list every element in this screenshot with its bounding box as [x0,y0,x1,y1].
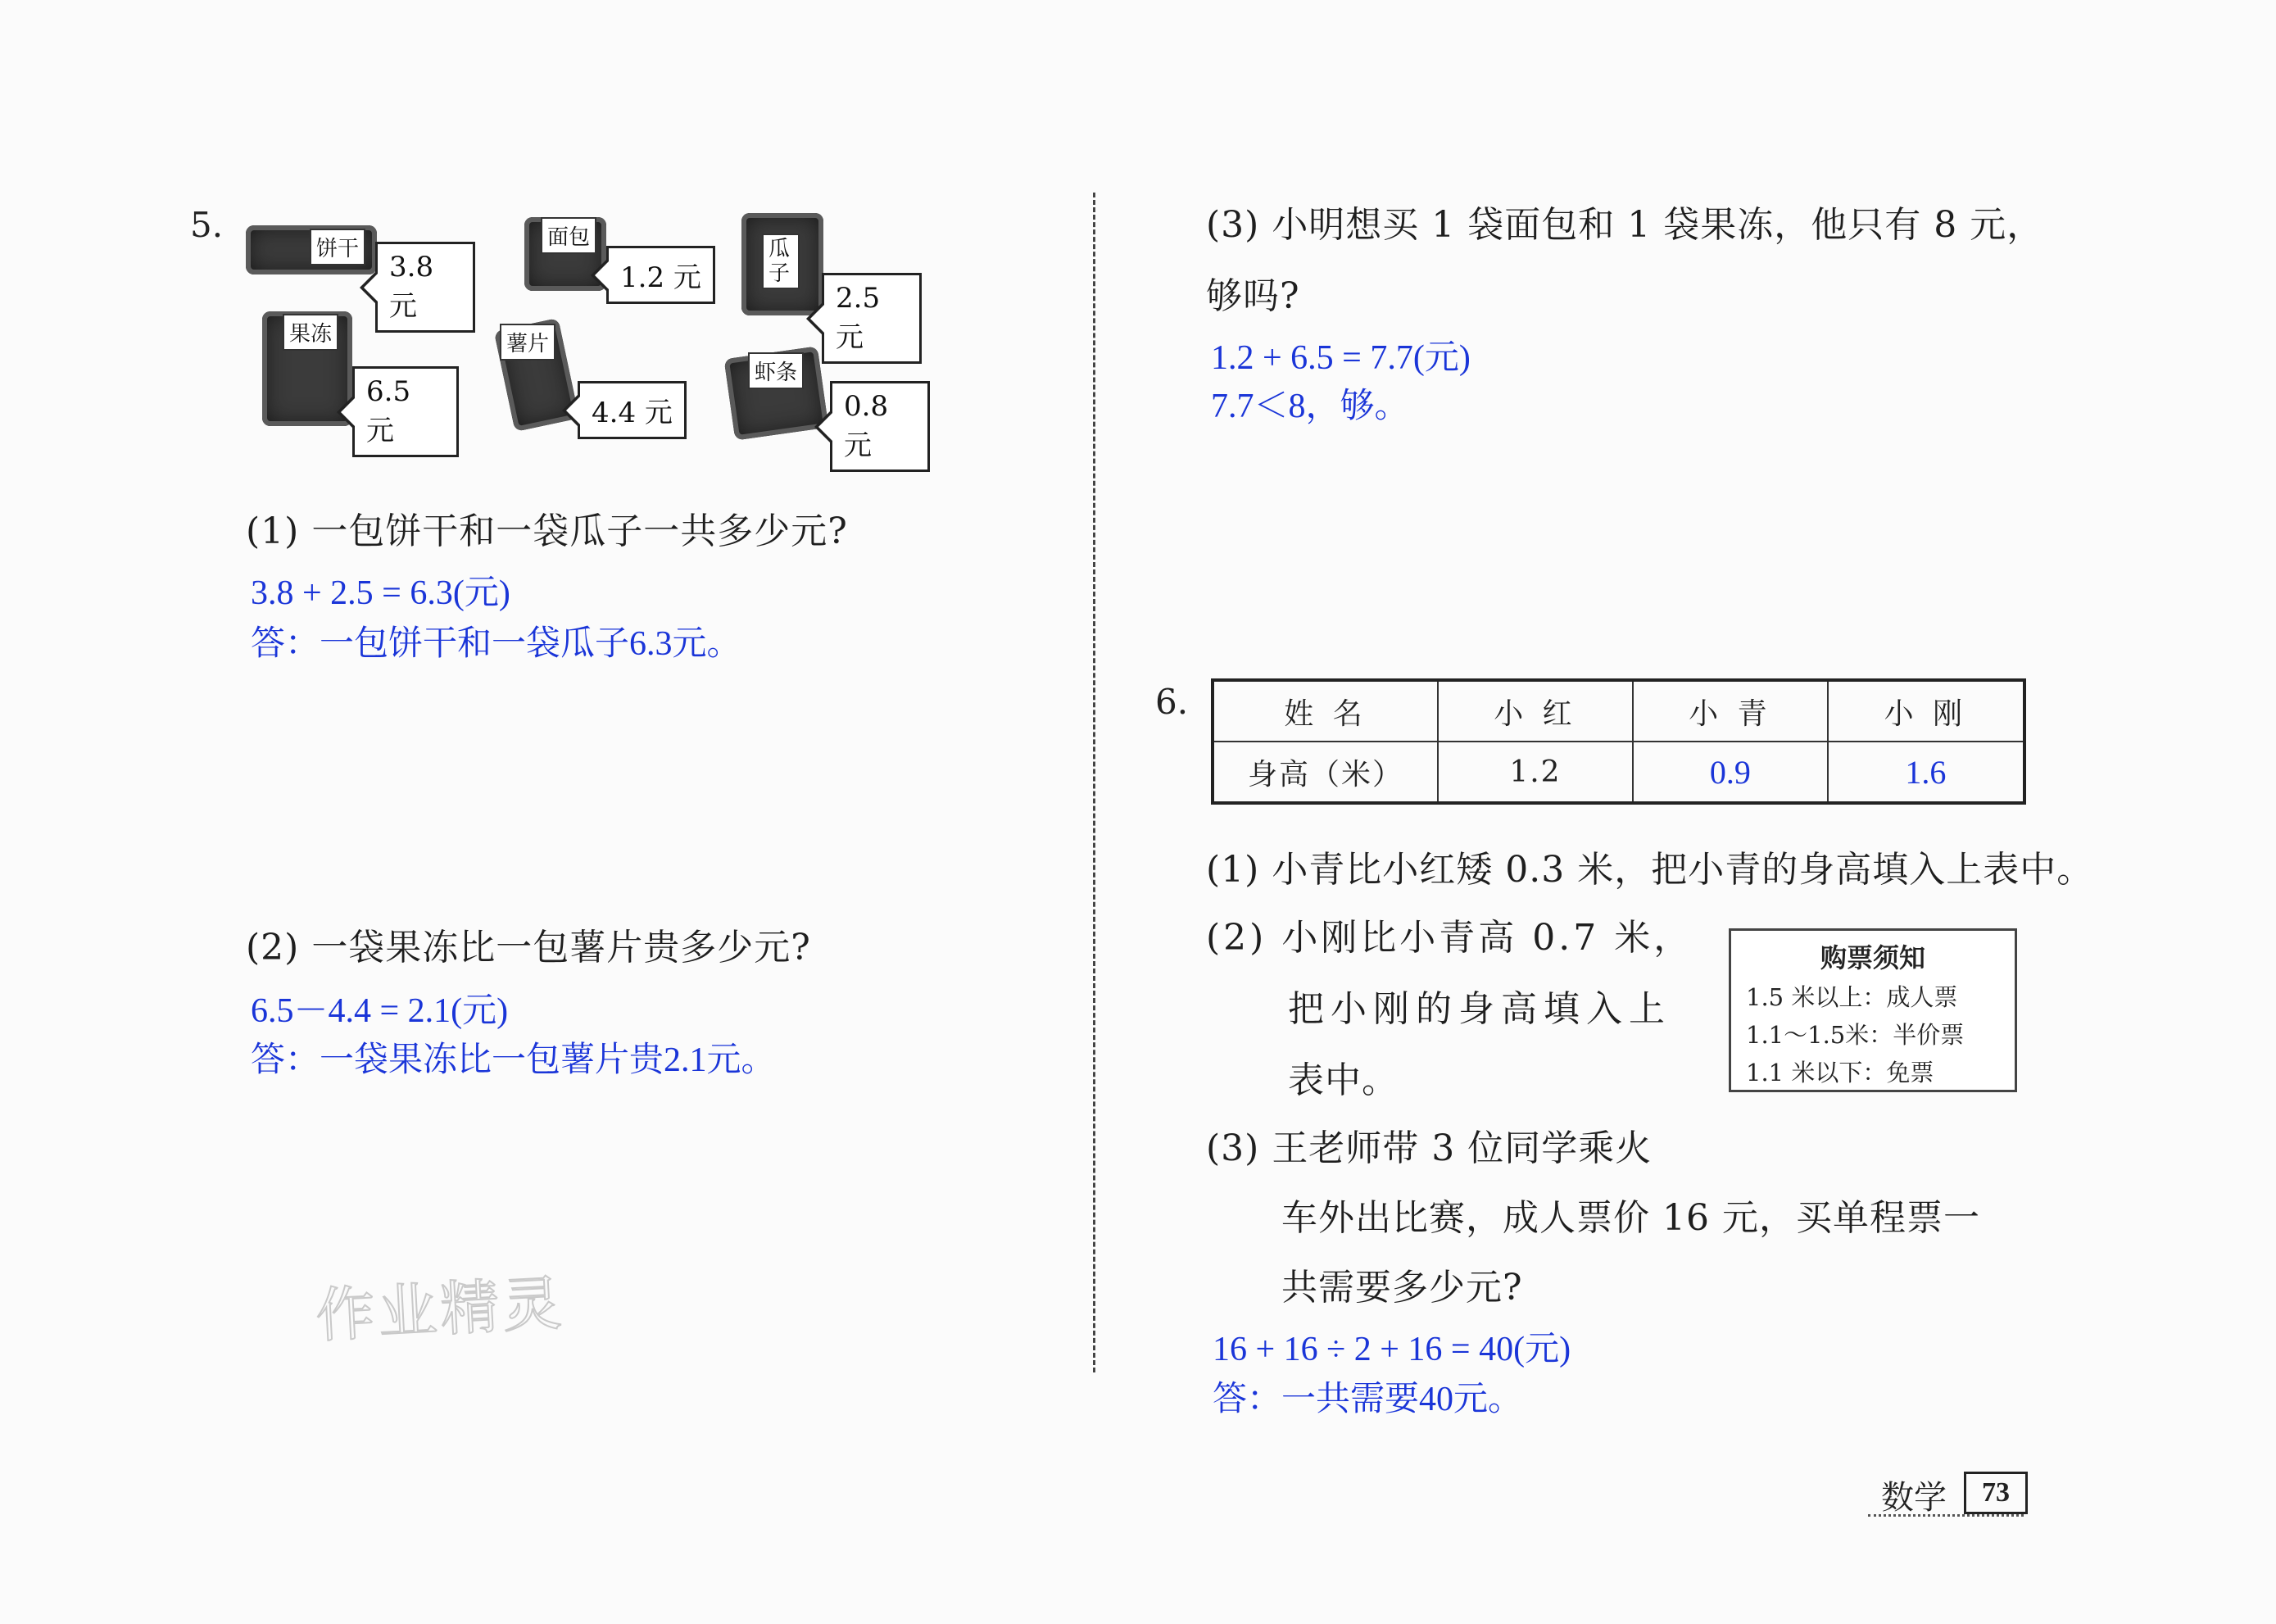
question-5-3-line1: (3) 小明想买 1 袋面包和 1 袋果冻，他只有 8 元， [1206,204,2044,246]
notice-line: 1.1 米以下：免票 [1746,1059,1934,1086]
answer-6-3-statement: 答：一共需要40元。 [1213,1381,1523,1418]
price-tag: 1.2 元 [606,246,715,304]
question-5-3-line2: 够吗? [1206,275,1300,317]
question-6-3-line1: (3) 王老师带 3 位同学乘火 [1206,1127,1653,1169]
notice-line: 1.5 米以上：成人票 [1746,983,1958,1011]
notice-line: 1.1～1.5米：半价票 [1746,1021,1965,1049]
product-biscuit [246,217,475,323]
table-header-row [1213,680,2024,742]
question-6-number: 6. [1155,682,1189,722]
product-chips [496,315,692,430]
product-jelly [262,307,459,447]
table-header-cell: 小 红 [1438,680,1633,742]
product-name: 瓜子 [762,234,800,289]
answer-5-3-calc: 1.2 + 6.5 = 7.7(元) [1211,339,1471,377]
answer-5-3-statement: 7.7＜8，够。 [1211,388,1409,425]
product-shrimp-chips [725,336,930,462]
price-tag: 0.8 元 [830,381,930,472]
product-name: 果冻 [283,314,338,351]
product-bread [524,201,721,299]
question-6-2-line3: 表中。 [1288,1059,1399,1101]
product-name: 薯片 [500,324,555,361]
question-6-3-line3: 共需要多少元? [1281,1267,1523,1309]
answer-5-1-calc: 3.8 + 2.5 = 6.3(元) [251,574,510,612]
question-5-number: 5. [190,205,224,245]
ticket-notice-box [1729,928,2017,1092]
table-header-cell: 姓 名 [1213,680,1438,742]
page-divider [1093,193,1095,1372]
answer-5-1-statement: 答：一包饼干和一袋瓜子6.3元。 [251,625,741,663]
table-row [1213,742,2024,803]
price-tag: 2.5 元 [822,273,922,364]
question-5-2: (2) 一袋果冻比一包薯片贵多少元? [246,927,811,969]
notice-title: 购票须知 [1820,942,1925,973]
table-cell: 1.2 [1438,742,1633,803]
price-tag: 6.5 元 [352,366,459,457]
table-cell-answer: 1.6 [1828,742,2024,803]
product-name: 饼干 [310,229,365,265]
price-tag: 4.4 元 [578,381,687,439]
product-name: 虾条 [748,352,804,389]
table-header-cell: 小 青 [1633,680,1828,742]
height-table [1211,678,2026,805]
footer-dotted-line [1868,1514,2024,1517]
table-cell: 身高（米） [1213,742,1438,803]
table-header-cell: 小 刚 [1828,680,2024,742]
answer-6-3-calc: 16 + 16 ÷ 2 + 16 = 40(元) [1213,1331,1571,1368]
question-6-1: (1) 小青比小红矮 0.3 米，把小青的身高填入上表中。 [1206,849,2094,891]
product-name: 面包 [541,217,596,254]
question-6-2-line2: 把小刚的身高填入上 [1288,988,1671,1030]
answer-5-2-calc: 6.5－4.4 = 2.1(元) [251,992,509,1030]
question-6-2-line1: (2) 小刚比小青高 0.7 米， [1206,917,1693,959]
footer-subject: 数学 [1881,1479,1947,1517]
question-6-3-line2: 车外出比赛，成人票价 16 元，买单程票一 [1281,1197,1980,1239]
product-melon-seeds [741,209,922,354]
table-cell-answer: 0.9 [1633,742,1828,803]
answer-5-2-statement: 答：一袋果冻比一包薯片贵2.1元。 [251,1041,776,1079]
price-tag: 3.8 元 [375,242,475,333]
question-5-1: (1) 一包饼干和一袋瓜子一共多少元? [246,510,848,552]
page-number: 73 [1964,1472,2028,1514]
watermark: 作业精灵 [314,1268,567,1350]
